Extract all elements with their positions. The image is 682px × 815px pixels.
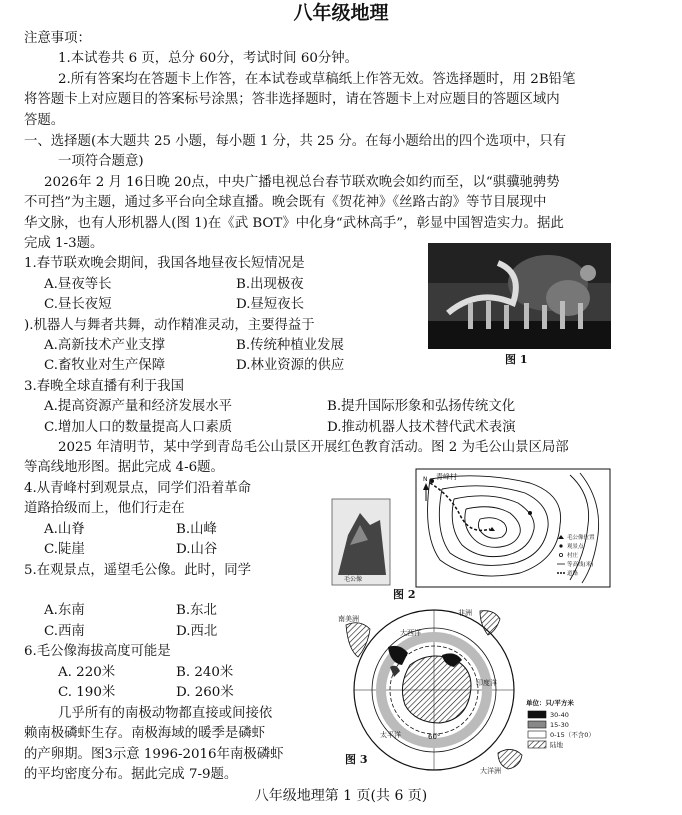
figure-3-legend-3: 0-15（不含0） — [550, 731, 595, 739]
figure-3-place-south-america: 南美洲 — [338, 615, 359, 623]
notes-line-2c: 答题。 — [24, 113, 65, 128]
section-heading-cont: 一项符合题意) — [58, 154, 144, 169]
passage3-line2: 赖南极磷虾生存。南极海域的暖季是磷虾 — [24, 726, 266, 741]
notes-line-2b: 将答题卡上对应题目的答案标号涂黑；答非选择题时，请在答题卡上对应题目的答题区域内 — [24, 92, 560, 107]
question-5-stem: 5.在观景点，遥望毛公像。此时，同学 — [24, 563, 252, 578]
figure-2-legend-3: 村庄 — [567, 553, 579, 559]
figure-2-legend-1: 毛公像位置 — [567, 535, 595, 541]
figure-3-legend-1: 30-40 — [550, 711, 569, 719]
figure-3-place-oceania: 大洋洲 — [480, 767, 501, 775]
question-4-stem-cont: 道路拾级而上，他们行走在 — [24, 501, 185, 516]
page-title: 八年级地理 — [293, 2, 389, 24]
question-4-option-b: B.山峰 — [176, 522, 217, 537]
question-5-option-b: B.东北 — [176, 603, 217, 618]
question-3-option-d: D.推动机器人技术替代武术表演 — [327, 420, 516, 435]
figure-3-legend-4: 陆地 — [550, 741, 563, 749]
question-3-stem: 3.春晚全球直播有利于我国 — [24, 379, 185, 394]
passage2-line1: 2025 年清明节，某中学到青岛毛公山景区开展红色教育活动。图 2 为毛公山景区局部 — [58, 440, 569, 455]
question-2-option-b: B.传统种植业发展 — [236, 338, 344, 353]
passage2-line2: 等高线地形图。据此完成 4-6题。 — [24, 460, 224, 475]
question-5-option-c: C.西南 — [44, 624, 85, 639]
question-3-option-c: C.增加人口的数量提高人口素质 — [44, 420, 233, 435]
question-2-stem: ).机器人与舞者共舞，动作精准灵动，主要得益于 — [24, 318, 315, 333]
passage3-line4: 的平均密度分布。据此完成 7-9题。 — [24, 767, 238, 782]
question-6-stem: 6.毛公像海拔高度可能是 — [24, 644, 171, 659]
notes-heading: 注意事项： — [24, 31, 91, 46]
passage1-line3: 华文脉，也有人形机器人(图 1)在《武 BOT》中化身“武林高手”，彰显中国智造实力。据此 — [24, 216, 564, 231]
figure-3-latitude: 60° — [428, 733, 441, 741]
question-4-option-a: A.山脊 — [44, 522, 85, 537]
question-4-stem: 4.从青峰村到观景点，同学们沿着革命 — [24, 481, 252, 496]
figure-2-contour-map — [330, 465, 615, 605]
notes-line-1: 1.本试卷共 6 页，总分 60分，考试时间 60分钟。 — [58, 51, 359, 66]
page-footer: 八年级地理第 1 页(共 6 页) — [254, 788, 428, 804]
figure-2-village-label: 青峰村 — [436, 473, 457, 481]
question-1-option-d: D.昼短夜长 — [236, 297, 305, 312]
figure-3-legend-2: 15-30 — [550, 721, 569, 729]
figure-3-label: 图 3 — [345, 753, 368, 766]
question-2-option-d: D.林业资源的供应 — [236, 358, 345, 373]
question-1-option-c: C.昼长夜短 — [44, 297, 112, 312]
passage3-line1: 几乎所有的南极动物都直接或间接依 — [58, 706, 273, 721]
question-4-option-c: C.陡崖 — [44, 542, 85, 557]
figure-2-legend-5: 道路 — [567, 571, 579, 577]
question-1-option-b: B.出现极夜 — [236, 277, 304, 292]
question-6-option-d: D. 260米 — [176, 685, 234, 700]
figure-2-legend-4: 等高线(米) — [567, 562, 594, 568]
question-5-option-a: A.东南 — [44, 603, 85, 618]
question-5-option-d: D.西北 — [176, 624, 218, 639]
figure-3-ocean-pacific: 太平洋 — [380, 731, 401, 739]
question-2-option-c: C.畜牧业对生产保障 — [44, 358, 166, 373]
figure-3-krill-map — [330, 605, 620, 775]
question-4-option-d: D.山谷 — [176, 542, 218, 557]
question-3-option-b: B.提升国际形象和弘扬传统文化 — [327, 399, 516, 414]
passage3-line3: 的产卵期。图3示意 1996-2016年南极磷虾 — [24, 747, 284, 762]
question-6-option-b: B. 240米 — [176, 665, 234, 680]
passage1-line1: 2026年 2 月 16日晚 20点，中央广播电视总台春节联欢晚会如约而至，以“骐骥驰骋势 — [44, 175, 560, 190]
figure-3-place-africa: 非洲 — [458, 609, 472, 617]
figure-2-label: 图 2 — [393, 588, 416, 601]
figure-3-ocean-atlantic: 大西洋 — [400, 629, 421, 637]
section-heading: 一、选择题(本大题共 25 小题，每小题 1 分，共 25 分。在每小题给出的四个选项中，只有 — [24, 134, 567, 149]
figure-1-label: 图 1 — [505, 353, 528, 366]
question-2-option-a: A.高新技术产业支撑 — [44, 338, 166, 353]
figure-3-legend-title: 单位：只/平方米 — [526, 699, 574, 707]
question-6-option-a: A. 220米 — [58, 665, 116, 680]
figure-3-ocean-indian: 印度洋 — [476, 679, 497, 687]
figure-1-photo — [428, 243, 611, 349]
question-6-option-c: C. 190米 — [58, 685, 116, 700]
passage1-line4: 完成 1-3题。 — [24, 236, 104, 251]
figure-2-legend-2: 观景点 — [567, 544, 584, 550]
question-3-option-a: A.提高资源产量和经济发展水平 — [44, 399, 233, 414]
question-1-stem: 1.春节联欢晚会期间，我国各地昼夜长短情况是 — [24, 256, 305, 271]
passage1-line2: 不可挡”为主题，通过多平台向全球直播。晚会既有《贺花神》《丝路古韵》等节目展现中 — [24, 195, 547, 210]
figure-2-north-label: N — [423, 476, 428, 483]
notes-line-2a: 2.所有答案均在答题卡上作答，在本试卷或草稿纸上作答无效。答选择题时，用 2B铅笔 — [58, 72, 576, 87]
question-1-option-a: A.昼夜等长 — [44, 277, 112, 292]
figure-2-photo-caption: 毛公像 — [344, 576, 363, 583]
